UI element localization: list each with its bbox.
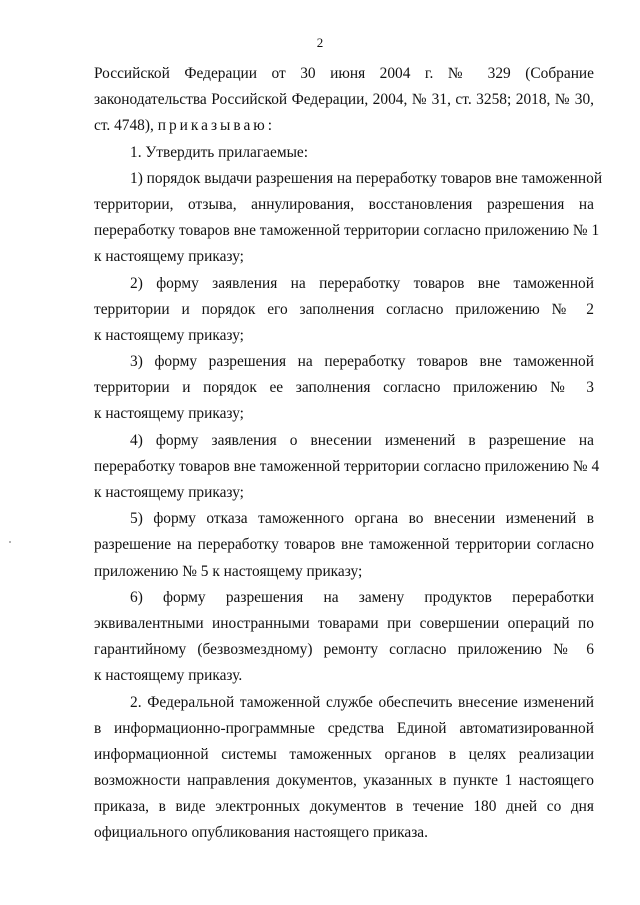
text-line bbox=[94, 113, 594, 139]
order-word: приказываю: bbox=[157, 117, 276, 135]
page-number: 2 bbox=[316, 35, 324, 50]
paragraph-start: 2. Федеральной таможенной службе обеспечить внесение изменений bbox=[130, 693, 594, 711]
text-line: территории и порядок ее заполнения согласно приложению № 3 bbox=[94, 379, 594, 397]
text-line: приложению № 5 к настоящему приказу; bbox=[94, 562, 363, 580]
paragraph-start: 5) форму отказа таможенного органа во внесении изменений в bbox=[130, 510, 594, 528]
text-line: к настоящему приказу; bbox=[94, 405, 244, 423]
paragraph-start: 6) форму разрешения на замену продуктов переработки bbox=[130, 588, 594, 606]
text-line: территории и порядок его заполнения согласно приложению № 2 bbox=[94, 300, 594, 318]
text-line: официального опубликования настоящего приказа. bbox=[94, 824, 428, 842]
text-line: переработку товаров вне таможенной территории согласно приложению № 1 bbox=[94, 222, 600, 240]
text-line: разрешение на переработку товаров вне таможенной территории согласно bbox=[94, 536, 594, 554]
text-line: эквивалентными иностранными товарами при совершении операций по bbox=[94, 614, 594, 632]
text-line: переработку товаров вне таможенной территории согласно приложению № 4 bbox=[94, 457, 600, 475]
text-line: информационной системы таможенных органов в целях реализации bbox=[94, 745, 594, 763]
paragraph-start: 3) форму разрешения на переработку товаров вне таможенной bbox=[130, 353, 594, 371]
document-body bbox=[94, 61, 603, 847]
text-line: к настоящему приказу; bbox=[94, 248, 244, 266]
text-fragment: ст. 4748), bbox=[94, 117, 154, 135]
text-line: приказа, в виде электронных документов в течение 180 дней со дня bbox=[94, 798, 594, 816]
text-line: возможности направления документов, указанных в пункте 1 настоящего bbox=[94, 772, 594, 790]
text-line: территории, отзыва, аннулирования, восстановления разрешения на bbox=[94, 195, 594, 213]
text-line: к настоящему приказу. bbox=[94, 667, 243, 685]
paragraph-start: 1) порядок выдачи разрешения на переработку товаров вне таможенной bbox=[130, 169, 603, 187]
text-line: гарантийному (безвозмездному) ремонту согласно приложению № 6 bbox=[94, 641, 594, 659]
text-line: законодательства Российской Федерации, 2004, № 31, ст. 3258; 2018, № 30, bbox=[94, 91, 594, 109]
text-line: в информационно-программные средства Единой автоматизированной bbox=[94, 719, 594, 737]
scan-speck bbox=[9, 541, 11, 543]
paragraph-start: 1. Утвердить прилагаемые: bbox=[130, 143, 309, 161]
text-line: Российской Федерации от 30 июня 2004 г. № 329 (Собрание bbox=[94, 65, 594, 82]
text-line: к настоящему приказу; bbox=[94, 484, 244, 501]
paragraph-start: 4) форму заявления о внесении изменений в разрешение на bbox=[130, 431, 594, 449]
paragraph-start: 2) форму заявления на переработку товаров вне таможенной bbox=[130, 274, 594, 292]
text-line: к настоящему приказу; bbox=[94, 326, 244, 344]
